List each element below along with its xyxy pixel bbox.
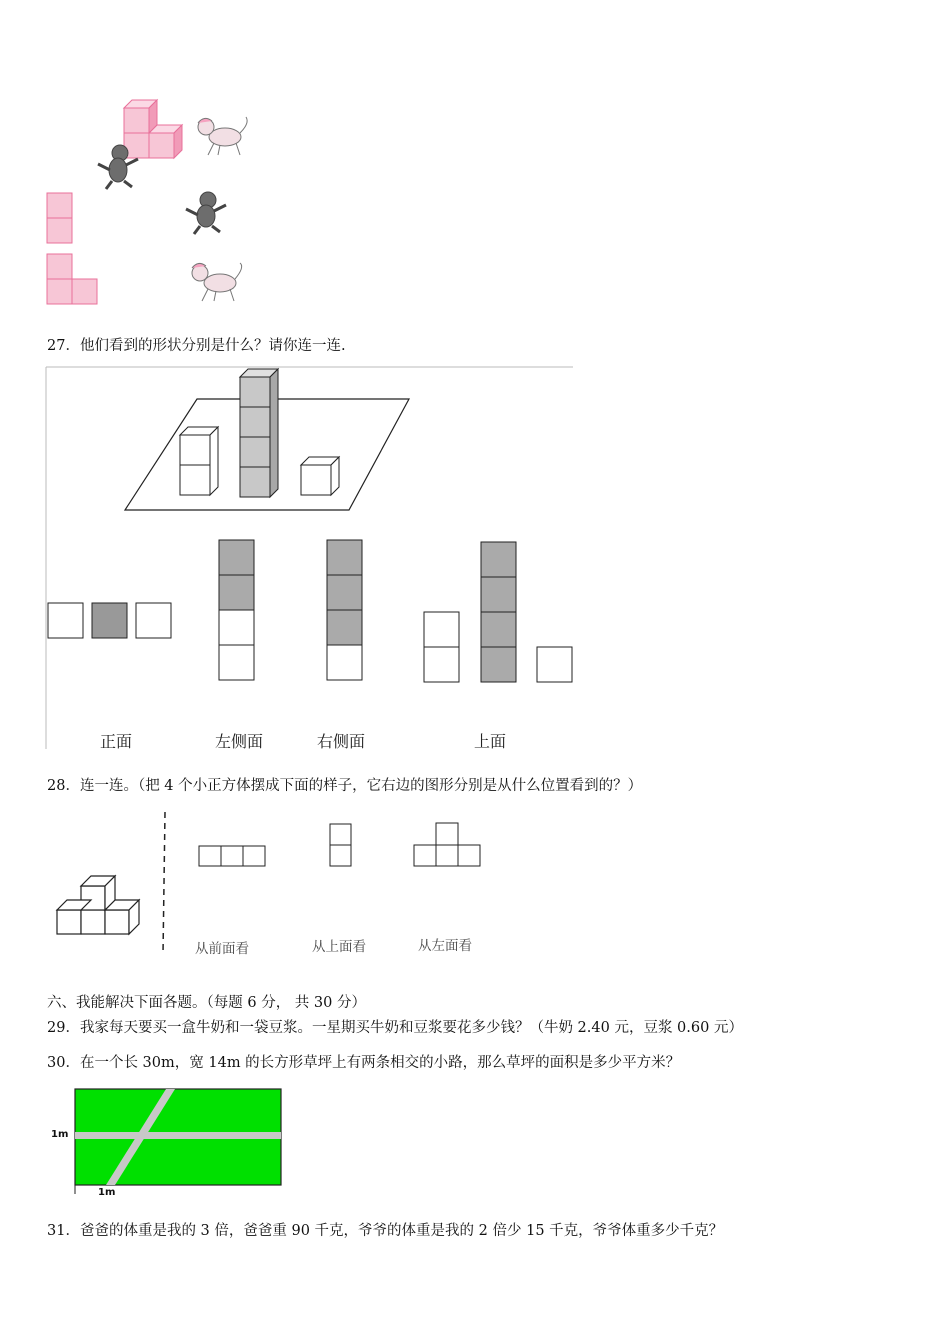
view-option-3 (327, 540, 362, 680)
pink-cube-stack (124, 100, 182, 158)
view-t-shape (414, 823, 480, 866)
label-path-width-bottom: 1m (98, 1187, 116, 1198)
label-right-side: 右侧面 (317, 732, 366, 751)
white-cube-stack (180, 427, 218, 495)
q30-lawn-figure (45, 1086, 285, 1204)
label-from-left: 从左面看 (418, 938, 472, 954)
label-from-front: 从前面看 (195, 941, 249, 957)
view-option-2 (219, 540, 254, 680)
label-from-top: 从上面看 (312, 939, 366, 955)
view-column-of-two (330, 824, 351, 866)
q27-text: 27．他们看到的形状分别是什么？请你连一连. (47, 338, 346, 354)
cube-arrangement (57, 876, 139, 934)
q28-text: 28．连一连。（把 4 个小正方体摆成下面的样子，它右边的图形分别是从什么位置看到的？） (47, 778, 643, 794)
dashed-divider (163, 812, 165, 954)
white-cube-single (301, 457, 339, 495)
q30-text: 30．在一个长 30m，宽 14m 的长方形草坪上有两条相交的小路，那么草坪的面积是多少平方米？ (47, 1055, 681, 1071)
view-row-of-three (199, 846, 265, 866)
q29-text: 29．我家每天要买一盒牛奶和一袋豆浆。一星期买牛奶和豆浆要花多少钱？（牛奶 2.40 元，豆浆 0.60 元） (47, 1020, 743, 1036)
section-6-heading: 六、我能解决下面各题。（每题 6 分， 共 30 分） (47, 995, 366, 1011)
dog-icon (192, 263, 242, 301)
view-option-4 (424, 542, 572, 682)
horizontal-path (75, 1132, 281, 1139)
grey-cube-stack (240, 369, 278, 497)
dog-icon (198, 117, 247, 155)
pink-l-view (47, 254, 97, 304)
monkey-icon (186, 192, 226, 234)
view-option-1 (48, 603, 171, 638)
label-front: 正面 (100, 732, 133, 751)
pink-column-view (47, 193, 72, 243)
label-left-side: 左侧面 (215, 732, 264, 751)
label-path-width-left: 1m (51, 1129, 69, 1140)
q26-figure (40, 95, 300, 315)
label-top: 上面 (474, 732, 507, 751)
q31-text: 31．爸爸的体重是我的 3 倍，爸爸重 90 千克，爷爷的体重是我的 2 倍少 15 千克，爷爷体重多少千克？ (47, 1223, 724, 1239)
q27-figure (45, 365, 575, 751)
